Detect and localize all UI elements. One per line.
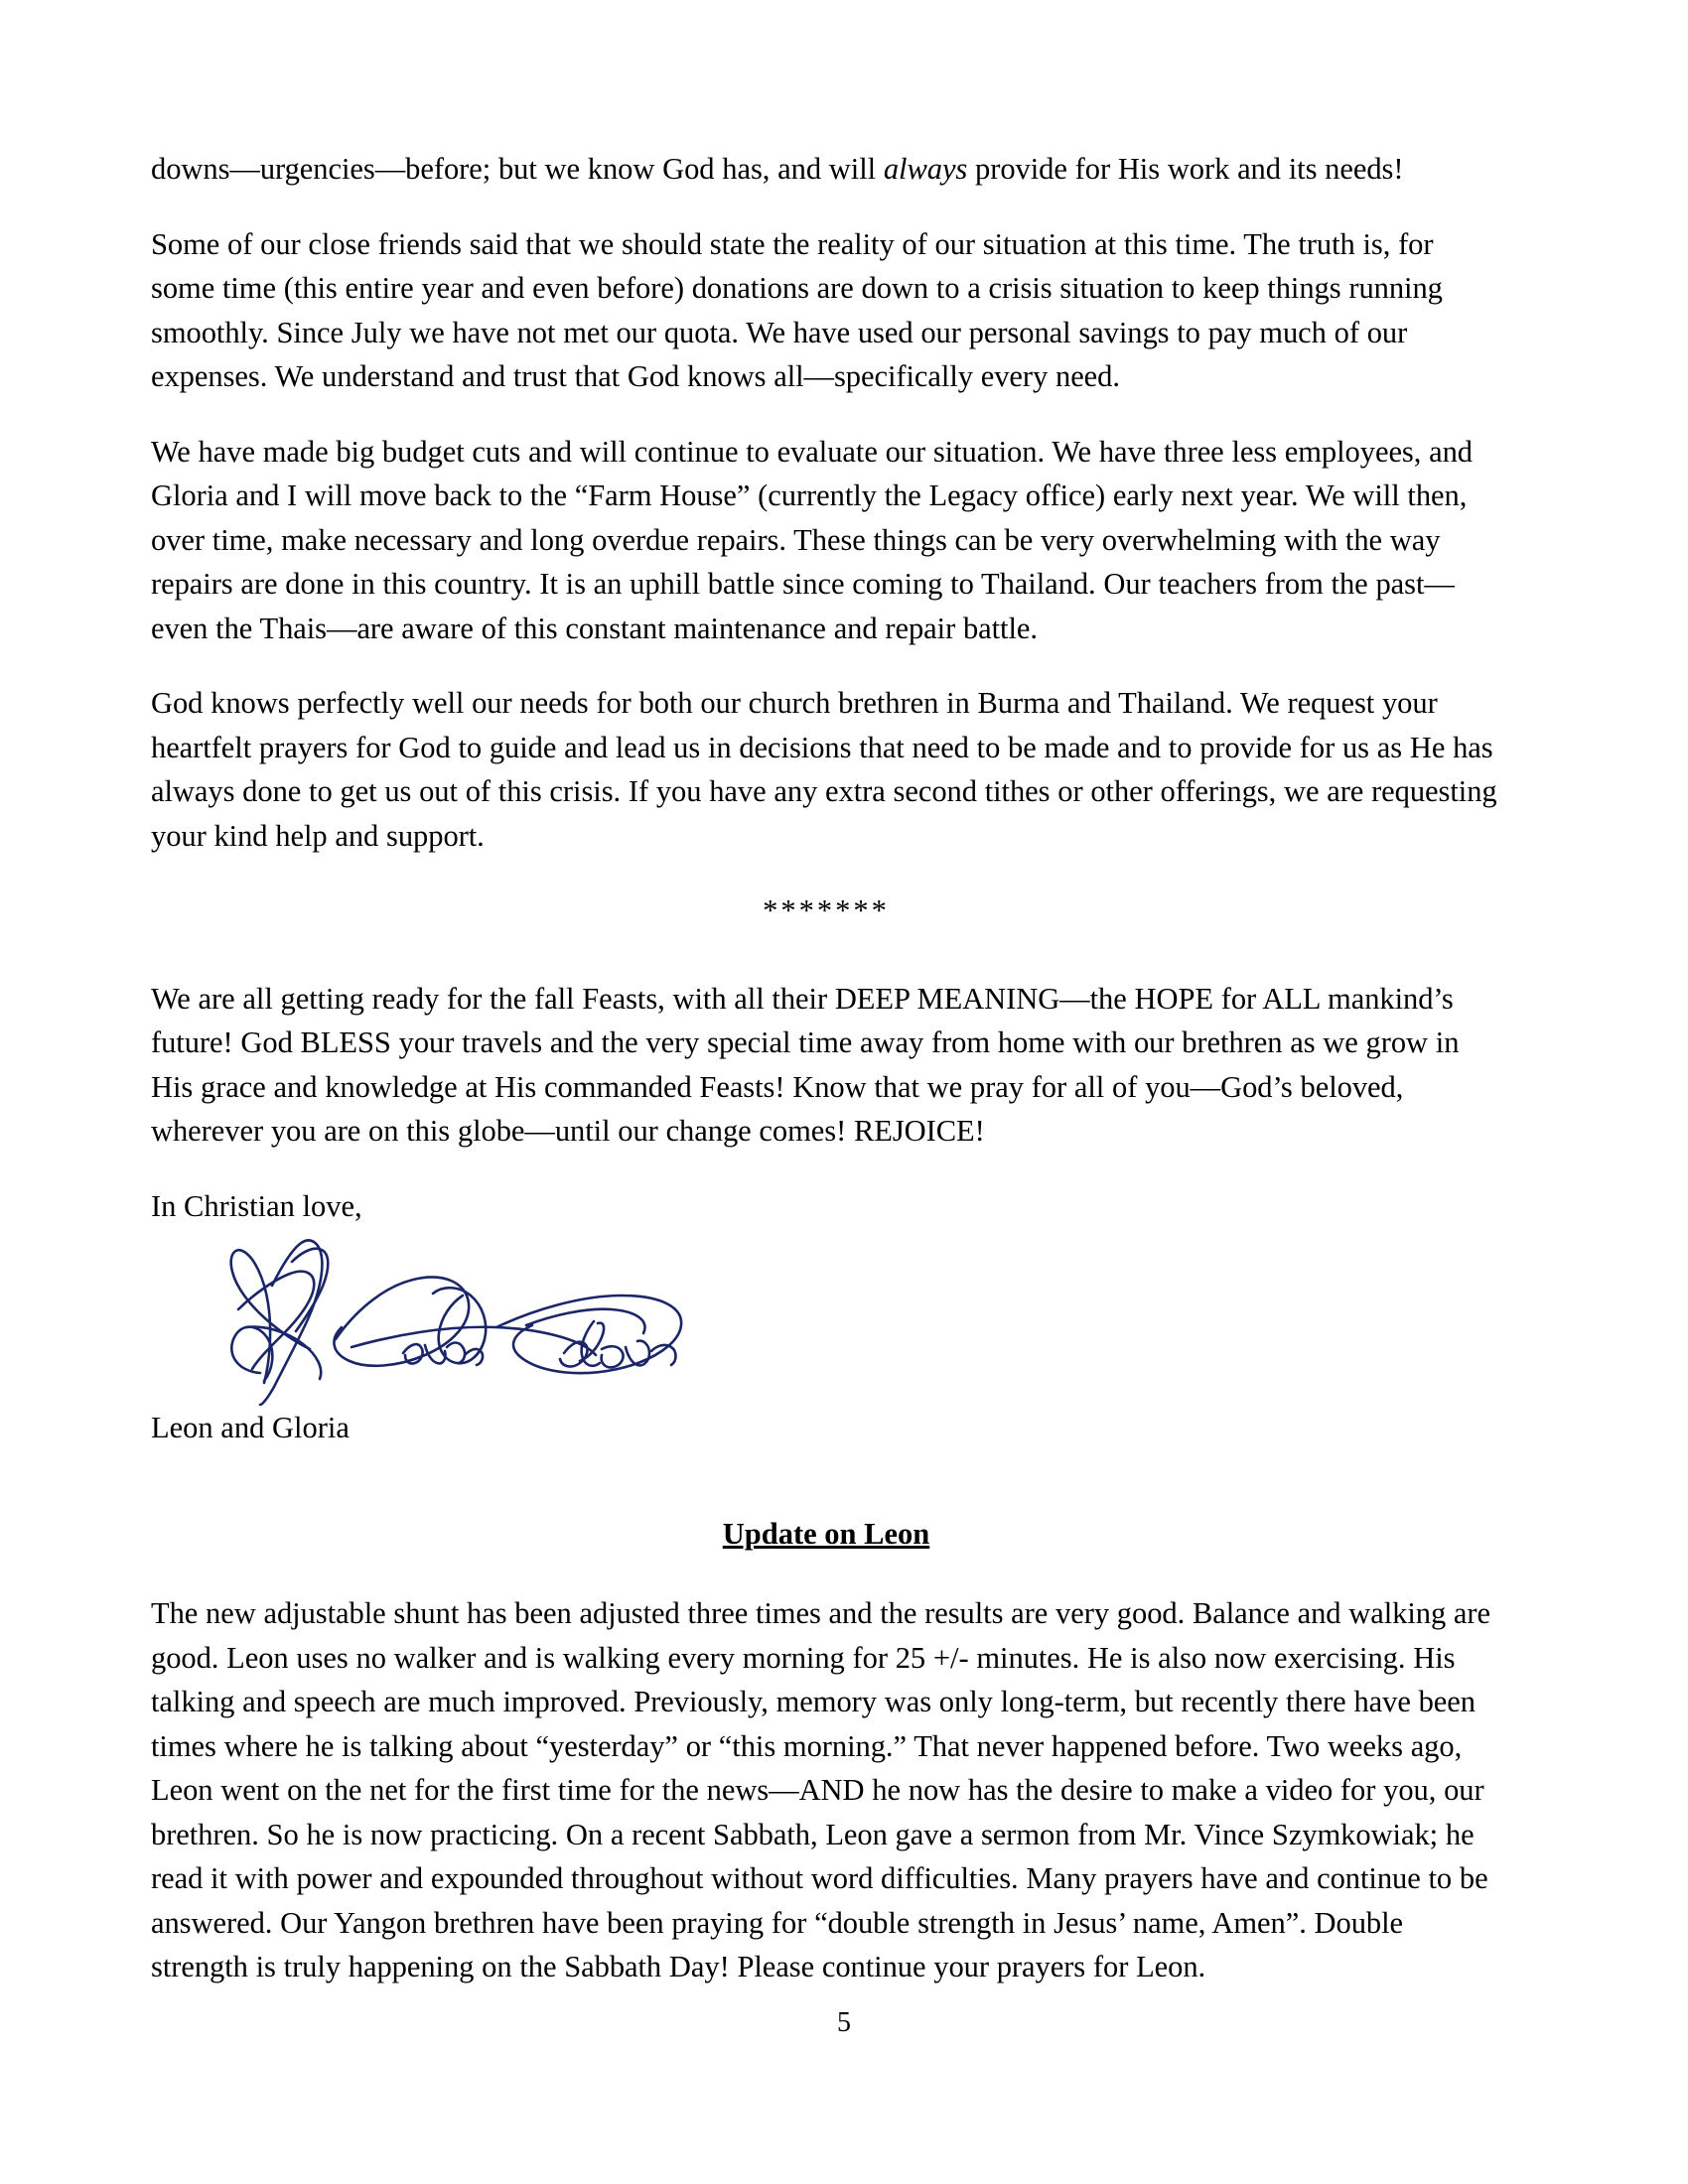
paragraph-continuation — [151, 147, 1501, 192]
page-number: 5 — [837, 2007, 851, 2038]
section-heading-update: Update on Leon — [722, 1516, 930, 1551]
paragraph-1-italic-word: always — [883, 152, 968, 186]
paragraph-leon-update: The new adjustable shunt has been adjusted three times and the results are very good. Balance and walking are good. Leon uses no walker and is walking every morning for 25 +/- minutes. He is also now exercising. His talking and speech are much improved. Previously, memory was only long-term, but recently there have been times where he is talking about “yesterday” or “this morning.” That never happened before. Two weeks ago, Leon went on the net for the first time for the news—AND he now has the desire to make a video for you, our brethren. So he is now practicing. On a recent Sabbath, Leon gave a sermon from Mr. Vince Szymkowiak; he read it with power and expounded throughout without word difficulties. Many prayers have and continue to be answered. Our Yangon brethren have been praying for “double strength in Jesus’ name, Amen”. Double strength is truly happening on the Sabbath Day! Please continue your prayers for Leon. — [151, 1596, 1491, 1983]
page-content — [151, 147, 1501, 2020]
paragraph-1-text-a: downs—urgencies—before; but we know God has, and will — [151, 152, 884, 186]
paragraph-budget-cuts: We have made big budget cuts and will continue to evaluate our situation. We have three less employees, and Gloria and I will move back to the “Farm House” (currently the Legacy office) early next year. We will then, over time, make necessary and long overdue repairs. These things can be very overwhelming with the way repairs are done in this country. It is an uphill battle since coming to Thailand. Our teachers from the past—even the Thais—are aware of this constant maintenance and repair battle. — [151, 434, 1473, 645]
asterisk-divider: ******* — [763, 893, 890, 927]
paragraph-prayer-request: God knows perfectly well our needs for both our church brethren in Burma and Thailand. We request your heartfelt prayers for God to guide and lead us in decisions that need to be made and to provide for us as He has always done to get us out of this crisis. If you have any extra second tithes or other offerings, we are requesting your kind help and support. — [151, 686, 1497, 853]
paragraph-1-text-b: provide for His work and its needs! — [967, 152, 1404, 186]
signatory-names: Leon and Gloria — [151, 1411, 350, 1444]
paragraph-fall-feasts: We are all getting ready for the fall Feasts, with all their DEEP MEANING—the HOPE for ALL mankind’s future! God BLESS your travels and the very special time away from home with our brethren as we grow in His grace and knowledge at His commanded Feasts! Know that we pray for all of you—God’s beloved, wherever you are on this globe—until our change comes! REJOICE! — [151, 981, 1460, 1148]
paragraph-financial-reality: Some of our close friends said that we should state the reality of our situation at this time. The truth is, for some time (this entire year and even before) donations are down to a crisis situation to keep things running smoothly. Since July we have not met our quota. We have used our personal savings to pay much of our expenses. We understand and trust that God knows all—specifically every need. — [151, 226, 1443, 393]
signature-ink-icon — [169, 1222, 725, 1406]
closing-salutation: In Christian love, — [151, 1188, 362, 1223]
signature — [169, 1222, 725, 1406]
